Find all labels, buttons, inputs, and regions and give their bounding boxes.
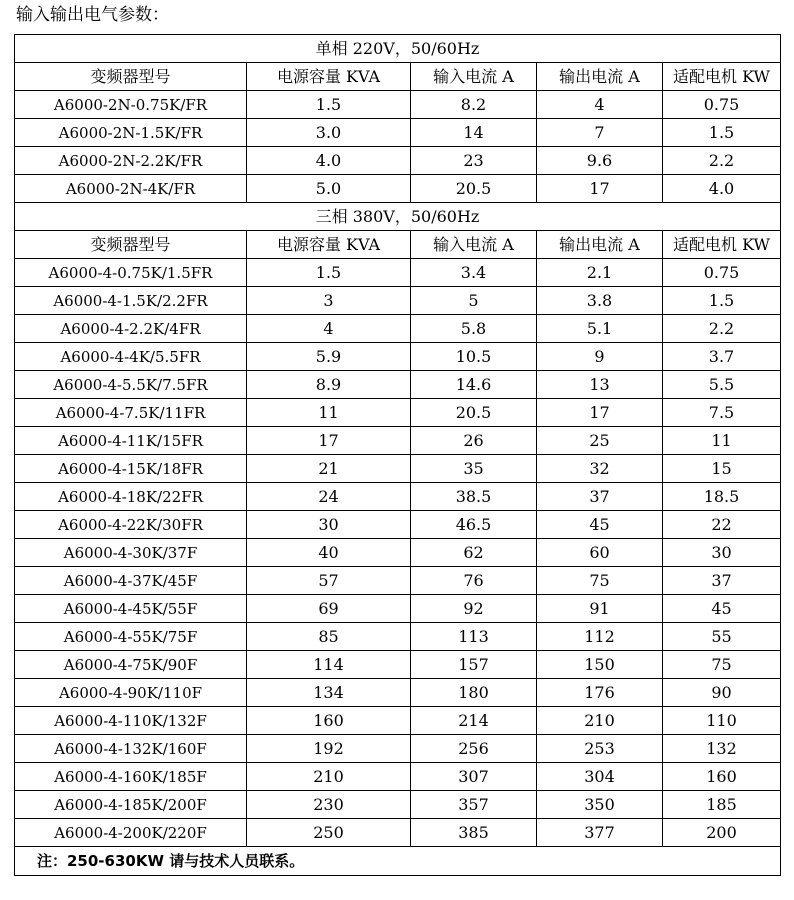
value-cell: 26 <box>411 427 537 455</box>
value-cell: 160 <box>247 707 411 735</box>
value-cell: 30 <box>663 539 781 567</box>
table-row <box>15 91 781 119</box>
value-cell: 9 <box>537 343 663 371</box>
value-cell: 57 <box>247 567 411 595</box>
value-cell: 22 <box>663 511 781 539</box>
table-row <box>15 315 781 343</box>
section-heading: 三相 380V，50/60Hz <box>15 203 781 231</box>
column-header: 输入电流 A <box>411 63 537 91</box>
value-cell: 214 <box>411 707 537 735</box>
value-cell: 30 <box>247 511 411 539</box>
value-cell: 185 <box>663 791 781 819</box>
value-cell: 8.2 <box>411 91 537 119</box>
value-cell: 40 <box>247 539 411 567</box>
value-cell: 134 <box>247 679 411 707</box>
column-header: 适配电机 KW <box>663 63 781 91</box>
note-row <box>15 847 781 876</box>
model-cell: A6000-4-185K/200F <box>15 791 247 819</box>
value-cell: 210 <box>537 707 663 735</box>
model-cell: A6000-4-160K/185F <box>15 763 247 791</box>
value-cell: 307 <box>411 763 537 791</box>
section-heading-row <box>15 35 781 63</box>
model-cell: A6000-4-37K/45F <box>15 567 247 595</box>
value-cell: 62 <box>411 539 537 567</box>
value-cell: 91 <box>537 595 663 623</box>
value-cell: 180 <box>411 679 537 707</box>
value-cell: 24 <box>247 483 411 511</box>
model-cell: A6000-4-0.75K/1.5FR <box>15 259 247 287</box>
value-cell: 253 <box>537 735 663 763</box>
value-cell: 4.0 <box>247 147 411 175</box>
value-cell: 157 <box>411 651 537 679</box>
value-cell: 377 <box>537 819 663 847</box>
value-cell: 2.2 <box>663 315 781 343</box>
value-cell: 35 <box>411 455 537 483</box>
value-cell: 17 <box>247 427 411 455</box>
value-cell: 90 <box>663 679 781 707</box>
column-header: 输入电流 A <box>411 231 537 259</box>
model-cell: A6000-4-7.5K/11FR <box>15 399 247 427</box>
model-cell: A6000-4-2.2K/4FR <box>15 315 247 343</box>
value-cell: 4 <box>537 91 663 119</box>
value-cell: 38.5 <box>411 483 537 511</box>
table-row <box>15 511 781 539</box>
table-row <box>15 651 781 679</box>
value-cell: 2.2 <box>663 147 781 175</box>
model-cell: A6000-4-18K/22FR <box>15 483 247 511</box>
table-row <box>15 567 781 595</box>
value-cell: 250 <box>247 819 411 847</box>
value-cell: 150 <box>537 651 663 679</box>
value-cell: 32 <box>537 455 663 483</box>
model-cell: A6000-2N-2.2K/FR <box>15 147 247 175</box>
table-row <box>15 147 781 175</box>
value-cell: 200 <box>663 819 781 847</box>
model-cell: A6000-2N-1.5K/FR <box>15 119 247 147</box>
column-header: 输出电流 A <box>537 231 663 259</box>
value-cell: 112 <box>537 623 663 651</box>
table-row <box>15 371 781 399</box>
column-header-row <box>15 63 781 91</box>
value-cell: 160 <box>663 763 781 791</box>
value-cell: 21 <box>247 455 411 483</box>
table-row <box>15 119 781 147</box>
page-title: 输入输出电气参数： <box>16 5 169 25</box>
value-cell: 5.1 <box>537 315 663 343</box>
value-cell: 92 <box>411 595 537 623</box>
value-cell: 85 <box>247 623 411 651</box>
table-row <box>15 175 781 203</box>
model-cell: A6000-2N-4K/FR <box>15 175 247 203</box>
value-cell: 2.1 <box>537 259 663 287</box>
value-cell: 15 <box>663 455 781 483</box>
value-cell: 3.4 <box>411 259 537 287</box>
value-cell: 20.5 <box>411 175 537 203</box>
value-cell: 14.6 <box>411 371 537 399</box>
value-cell: 350 <box>537 791 663 819</box>
value-cell: 132 <box>663 735 781 763</box>
model-cell: A6000-4-132K/160F <box>15 735 247 763</box>
value-cell: 4.0 <box>663 175 781 203</box>
value-cell: 357 <box>411 791 537 819</box>
value-cell: 192 <box>247 735 411 763</box>
value-cell: 14 <box>411 119 537 147</box>
table-row <box>15 819 781 847</box>
value-cell: 0.75 <box>663 91 781 119</box>
value-cell: 230 <box>247 791 411 819</box>
value-cell: 60 <box>537 539 663 567</box>
model-cell: A6000-4-90K/110F <box>15 679 247 707</box>
model-cell: A6000-4-75K/90F <box>15 651 247 679</box>
value-cell: 23 <box>411 147 537 175</box>
table-row <box>15 623 781 651</box>
value-cell: 210 <box>247 763 411 791</box>
model-cell: A6000-4-5.5K/7.5FR <box>15 371 247 399</box>
column-header: 电源容量 KVA <box>247 63 411 91</box>
table-row <box>15 427 781 455</box>
table-row <box>15 399 781 427</box>
table-row <box>15 259 781 287</box>
value-cell: 5.5 <box>663 371 781 399</box>
value-cell: 7.5 <box>663 399 781 427</box>
table-row <box>15 735 781 763</box>
value-cell: 8.9 <box>247 371 411 399</box>
value-cell: 5 <box>411 287 537 315</box>
value-cell: 3 <box>247 287 411 315</box>
value-cell: 110 <box>663 707 781 735</box>
value-cell: 1.5 <box>247 91 411 119</box>
section-heading: 单相 220V，50/60Hz <box>15 35 781 63</box>
value-cell: 176 <box>537 679 663 707</box>
value-cell: 10.5 <box>411 343 537 371</box>
model-cell: A6000-4-30K/37F <box>15 539 247 567</box>
value-cell: 25 <box>537 427 663 455</box>
model-cell: A6000-4-22K/30FR <box>15 511 247 539</box>
value-cell: 13 <box>537 371 663 399</box>
value-cell: 17 <box>537 175 663 203</box>
value-cell: 4 <box>247 315 411 343</box>
value-cell: 3.8 <box>537 287 663 315</box>
value-cell: 1.5 <box>663 287 781 315</box>
value-cell: 5.9 <box>247 343 411 371</box>
value-cell: 46.5 <box>411 511 537 539</box>
column-header: 变频器型号 <box>15 231 247 259</box>
table-body <box>15 35 781 876</box>
column-header: 输出电流 A <box>537 63 663 91</box>
value-cell: 17 <box>537 399 663 427</box>
table-row <box>15 539 781 567</box>
model-cell: A6000-4-110K/132F <box>15 707 247 735</box>
value-cell: 0.75 <box>663 259 781 287</box>
value-cell: 304 <box>537 763 663 791</box>
column-header: 电源容量 KVA <box>247 231 411 259</box>
value-cell: 75 <box>537 567 663 595</box>
model-cell: A6000-4-1.5K/2.2FR <box>15 287 247 315</box>
value-cell: 385 <box>411 819 537 847</box>
model-cell: A6000-2N-0.75K/FR <box>15 91 247 119</box>
value-cell: 1.5 <box>663 119 781 147</box>
value-cell: 11 <box>247 399 411 427</box>
value-cell: 3.0 <box>247 119 411 147</box>
value-cell: 1.5 <box>247 259 411 287</box>
value-cell: 37 <box>537 483 663 511</box>
electrical-parameters-table <box>14 34 781 876</box>
table-row <box>15 707 781 735</box>
value-cell: 75 <box>663 651 781 679</box>
table-row <box>15 483 781 511</box>
value-cell: 3.7 <box>663 343 781 371</box>
table-row <box>15 679 781 707</box>
value-cell: 76 <box>411 567 537 595</box>
model-cell: A6000-4-15K/18FR <box>15 455 247 483</box>
model-cell: A6000-4-45K/55F <box>15 595 247 623</box>
value-cell: 11 <box>663 427 781 455</box>
column-header: 适配电机 KW <box>663 231 781 259</box>
value-cell: 7 <box>537 119 663 147</box>
column-header-row <box>15 231 781 259</box>
column-header: 变频器型号 <box>15 63 247 91</box>
value-cell: 256 <box>411 735 537 763</box>
value-cell: 114 <box>247 651 411 679</box>
value-cell: 69 <box>247 595 411 623</box>
value-cell: 5.8 <box>411 315 537 343</box>
table-row <box>15 287 781 315</box>
value-cell: 18.5 <box>663 483 781 511</box>
table-row <box>15 595 781 623</box>
value-cell: 20.5 <box>411 399 537 427</box>
table-row <box>15 791 781 819</box>
table-row <box>15 343 781 371</box>
value-cell: 55 <box>663 623 781 651</box>
value-cell: 113 <box>411 623 537 651</box>
value-cell: 37 <box>663 567 781 595</box>
value-cell: 45 <box>663 595 781 623</box>
table-row <box>15 763 781 791</box>
value-cell: 9.6 <box>537 147 663 175</box>
model-cell: A6000-4-200K/220F <box>15 819 247 847</box>
table-row <box>15 455 781 483</box>
model-cell: A6000-4-4K/5.5FR <box>15 343 247 371</box>
model-cell: A6000-4-55K/75F <box>15 623 247 651</box>
value-cell: 45 <box>537 511 663 539</box>
model-cell: A6000-4-11K/15FR <box>15 427 247 455</box>
section-heading-row <box>15 203 781 231</box>
value-cell: 5.0 <box>247 175 411 203</box>
footnote: 注：250-630KW 请与技术人员联系。 <box>15 847 781 876</box>
